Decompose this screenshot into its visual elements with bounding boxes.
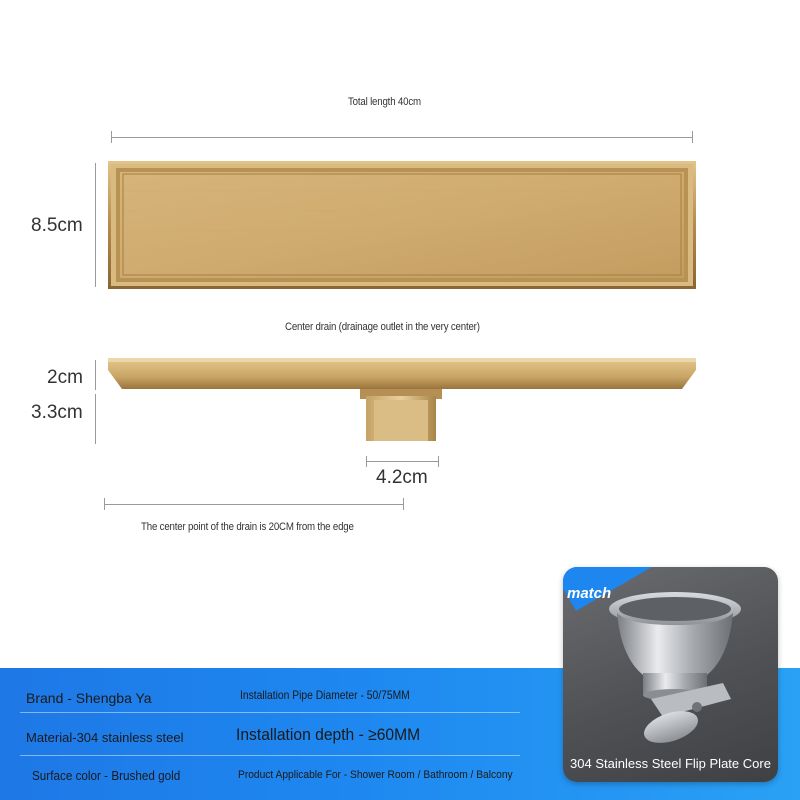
- flip-plate-core-image: [603, 587, 753, 752]
- outlet-diameter-label: 4.2cm: [376, 467, 428, 488]
- total-length-label: Total length 40cm: [348, 96, 421, 108]
- spec-pipe-diameter: Installation Pipe Diameter - 50/75MM: [240, 688, 410, 702]
- spec-applicable: Product Applicable For - Shower Room / Bathroom / Balcony: [238, 769, 513, 781]
- width-line: [95, 163, 96, 287]
- spec-divider-2: [20, 755, 520, 756]
- flip-plate-core-label: 304 Stainless Steel Flip Plate Core: [570, 756, 771, 771]
- width-label: 8.5cm: [31, 215, 83, 236]
- flip-plate-core-card: [563, 567, 778, 782]
- center-point-note: The center point of the drain is 20CM from the edge: [141, 521, 354, 533]
- outlet-diameter-tick-left: [366, 456, 367, 467]
- spec-material: Material-304 stainless steel: [26, 730, 184, 745]
- frame-height-line: [95, 360, 96, 390]
- spec-surface: Surface color - Brushed gold: [32, 768, 181, 783]
- outlet-diameter-tick-right: [438, 456, 439, 467]
- spec-depth: Installation depth - ≥60MM: [236, 725, 421, 744]
- center-point-tick-left: [104, 498, 105, 510]
- total-length-tick-right: [692, 131, 693, 143]
- outlet-diameter-line: [366, 461, 439, 462]
- frame-height-label: 2cm: [47, 367, 83, 388]
- center-point-line: [104, 504, 404, 505]
- match-badge: match: [567, 585, 612, 602]
- total-length-tick-left: [111, 131, 112, 143]
- outlet-height-label: 3.3cm: [31, 402, 83, 423]
- drain-top-view: [108, 161, 696, 289]
- spec-brand: Brand - Shengba Ya: [26, 690, 152, 706]
- drain-side-view: [108, 356, 698, 446]
- center-drain-note: Center drain (drainage outlet in the very center): [285, 321, 480, 333]
- total-length-line: [111, 137, 693, 138]
- outlet-height-line: [95, 394, 96, 444]
- center-point-tick-right: [403, 498, 404, 510]
- spec-divider-1: [20, 712, 520, 713]
